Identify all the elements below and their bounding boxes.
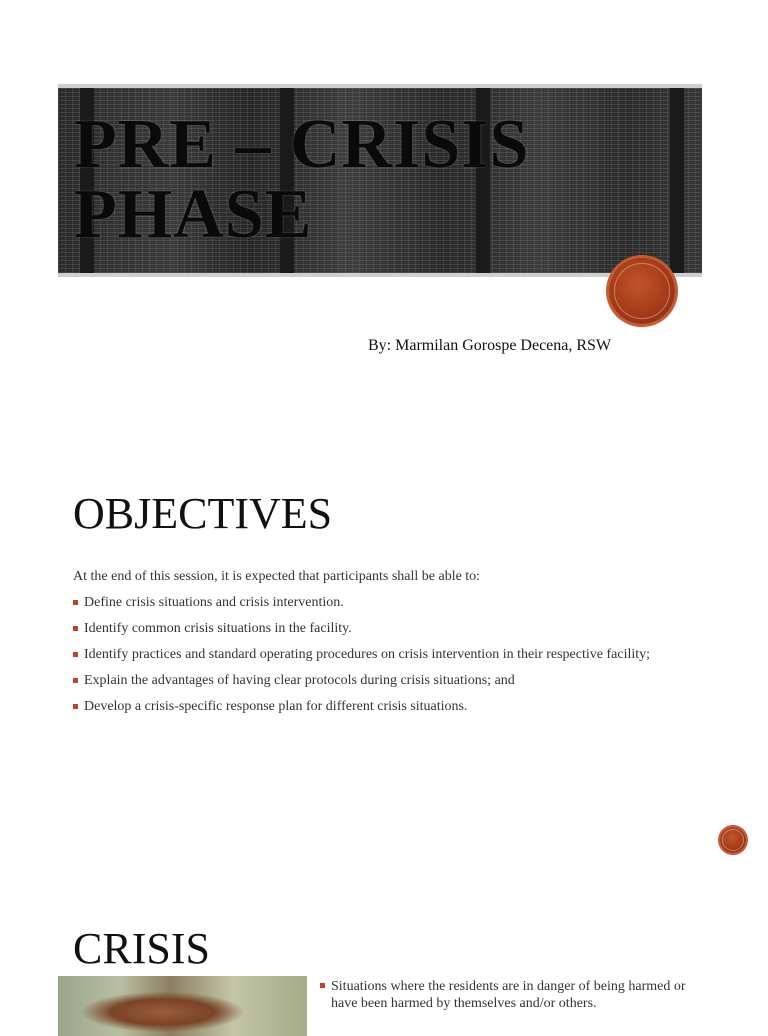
objectives-heading: OBJECTIVES [73, 489, 333, 538]
slide-title-line-1: PRE – CRISIS [74, 106, 530, 183]
crisis-list [320, 978, 700, 1012]
crisis-item: Situations where the residents are in danger of being harmed or have been harmed by themselves and/or others. [320, 978, 700, 1012]
objective-item: Identify common crisis situations in the facility. [73, 621, 693, 637]
crisis-heading: CRISIS [73, 924, 210, 973]
author-byline: By: Marmilan Gorospe Decena, RSW [368, 337, 612, 354]
orb-icon [609, 258, 675, 324]
slide-title [74, 106, 530, 253]
child-photo [58, 976, 307, 1036]
objectives-list [73, 595, 693, 725]
banner-stripe [670, 88, 684, 273]
title-banner [58, 84, 702, 277]
objectives-intro: At the end of this session, it is expected that participants shall be able to: [73, 569, 481, 584]
orb-icon [720, 827, 746, 853]
objective-item: Develop a crisis-specific response plan for different crisis situations. [73, 699, 693, 715]
objective-item: Define crisis situations and crisis intervention. [73, 595, 693, 611]
title-slide [0, 0, 768, 430]
crisis-slide [0, 890, 768, 1024]
objective-item: Explain the advantages of having clear protocols during crisis situations; and [73, 673, 693, 689]
objectives-slide [0, 440, 768, 880]
slide-title-line-2: PHASE [74, 176, 313, 253]
objective-item: Identify practices and standard operating procedures on crisis intervention in their respective facility; [73, 647, 693, 663]
